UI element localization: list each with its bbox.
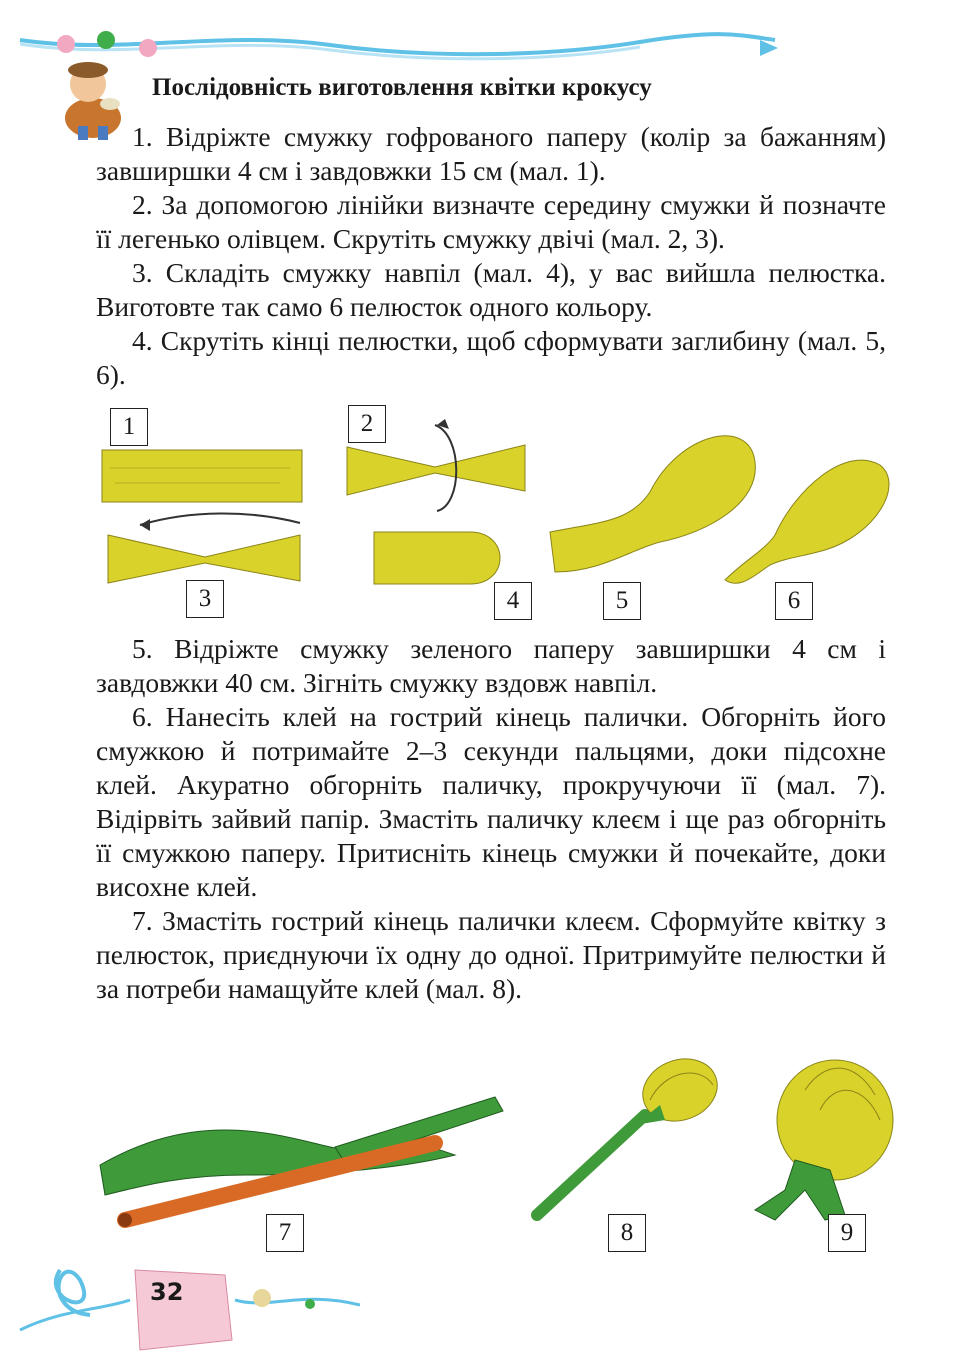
- step-7: 7. Змастіть гострий кінець палички клеєм. Сформуйте квітку з пелюсток, приєднуючи їх одну до одної. Притримуйте пелюстки й за потреби намащуйте клей (мал. 8).: [96, 905, 886, 1004]
- step-4: 4. Скрутіть кінці пелюстки, щоб сформувати заглибину (мал. 5, 6).: [96, 325, 886, 390]
- page-heading: Послідовність виготовлення квітки крокусу: [152, 74, 652, 101]
- figure-label-1: 1: [110, 408, 148, 446]
- page-number: 32: [150, 1278, 184, 1306]
- figure-8-flower-bud: [525, 1050, 725, 1230]
- figure-1-paper-strip: [100, 448, 305, 506]
- step-3: 3. Складіть смужку навпіл (мал. 4), у вас вийшла пелюстка. Виготовте так само 6 пелюсток одного кольору.: [96, 257, 886, 322]
- figure-label-8: 8: [608, 1214, 646, 1252]
- figure-label-4: 4: [494, 582, 532, 620]
- bottom-ribbon-decoration: [0, 1240, 380, 1360]
- figure-label-7: 7: [266, 1214, 304, 1252]
- figure-4-folded-strip: [370, 528, 510, 588]
- figure-label-9: 9: [828, 1214, 866, 1252]
- step-2: 2. За допомогою лінійки визначте середину смужки й позначте її легенько олівцем. Скрутіть смужку двічі (мал. 2, 3).: [96, 189, 886, 254]
- figure-label-2: 2: [348, 405, 386, 443]
- steps-bottom: [96, 632, 886, 1006]
- top-ribbon-decoration: [0, 0, 963, 80]
- figure-7-stick-wrapping: [95, 1085, 510, 1235]
- steps-top: [96, 120, 886, 392]
- figure-3-double-twisted-strip: [100, 505, 310, 585]
- step-5: 5. Відріжте смужку зеленого паперу завширшки 4 см і завдовжки 40 см. Зігніть смужку вздовж навпіл.: [96, 633, 886, 698]
- figure-9-finished-crocus: [725, 1050, 905, 1230]
- figure-6-twisted-petal: [715, 440, 895, 590]
- step-6: 6. Нанесіть клей на гострий кінець палички. Обгорніть його смужкою й потримайте 2–3 секунди пальцями, доки підсохне клей. Акуратно обгорніть паличку, прокручуючи її (мал. 7). Відірвіть зайвий папір. Змастіть паличку клеєм і ще раз обгорніть її смужкою паперу. Притисніть кінець смужки й почекайте, доки висохне клей.: [96, 701, 886, 902]
- figure-label-6: 6: [775, 582, 813, 620]
- figure-label-5: 5: [603, 582, 641, 620]
- figure-label-3: 3: [186, 580, 224, 618]
- step-1: 1. Відріжте смужку гофрованого паперу (колір за бажанням) завширшки 4 см і завдовжки 15 см (мал. 1).: [96, 121, 886, 186]
